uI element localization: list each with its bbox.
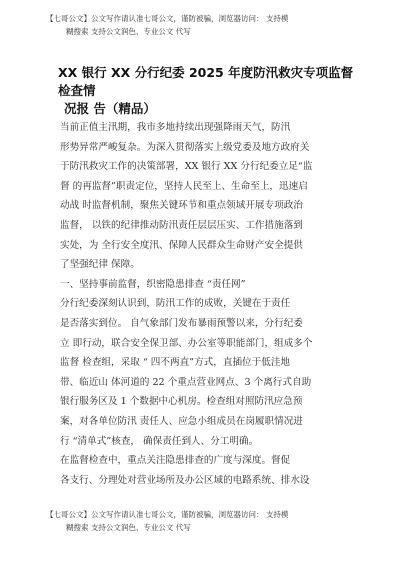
body-line: 带、临近山 体河道的 22 个重点营业网点、3 个离行式自助 xyxy=(60,376,312,388)
body-line: 动战 时监督机制，聚焦关键环节和重点领域开展专项政治 xyxy=(60,200,303,212)
body-line: 在监督检查中，重点关注隐患排查的广度与深度。督促 xyxy=(60,455,291,467)
body-line: 立 即行动，联合安全保卫部、办公室等职能部门，组成多个 xyxy=(60,337,313,349)
body-line: 案，对各单位防汛 责任人、应急小组成员在岗履职情况进 xyxy=(60,415,303,427)
body-line: 督 的再监督”职责定位，坚持人民至上、生命至上，迅速启 xyxy=(60,180,308,192)
body-line: 银行服务区及 1 个数据中心机房。检查组对照防汛应急预 xyxy=(60,396,303,408)
section-heading: 一、坚持事前监督，织密隐患排查 “责任网” xyxy=(60,278,246,290)
body-line: 监督 检查组，采取 “ 四不两直”方式，直插位于低洼地 xyxy=(60,357,291,369)
body-line: 分行纪委深刻认识到，防汛工作的成败，关键在于责任 xyxy=(60,298,291,310)
body-line: 监督， 以铁的纪律推动防汛责任层层压实、工作措施落到 xyxy=(60,219,303,231)
title-line-1: XX 银行 XX 分行纪委 2025 年度防汛救灾专项监督检查情 xyxy=(58,65,354,98)
header-note-line-2: 糊搜索 支持公文润色、专业公文 代写 xyxy=(66,27,191,36)
document-body xyxy=(60,118,360,490)
footer-note-line-2: 糊搜索 支持公文润色、专业公文 代写 xyxy=(66,523,191,532)
body-line: 是否落实到位。 自气象部门发布暴雨预警以来，分行纪委 xyxy=(60,317,303,329)
body-line: 形势异常严峻复杂。为深入贯彻落实上级党委及地方政府关 xyxy=(60,141,310,153)
title-line-2: 况报 告（精品） xyxy=(64,101,156,116)
footer-note xyxy=(46,508,376,534)
body-line: 当前正值主汛期，我市多地持续出现强降雨天气，防汛 xyxy=(60,122,291,133)
body-line: 实处，为 全行安全度汛、保障人民群众生命财产安全提供 xyxy=(60,239,303,251)
body-line: 于防汛救灾工作的决策部署，XX 银行 XX 分行纪委立足“监 xyxy=(60,161,313,173)
header-note-line-1: 【七哥公文】公文写作请认准七哥公文，谨防被骗，浏览器访问： 支持模 xyxy=(46,14,289,23)
header-note xyxy=(46,12,376,38)
body-line: 了坚强纪律 保障。 xyxy=(60,259,140,271)
body-line: 行 “清单式”核查， 确保责任到人、分工明确。 xyxy=(60,435,259,447)
footer-note-line-1: 【七哥公文】公文写作请认准七哥公文，谨防被骗，浏览器访问： 支持模 xyxy=(46,510,289,519)
document-title xyxy=(58,64,358,118)
body-line: 各支行、分理处对营业场所及办公区域的电路系统、排水设 xyxy=(60,474,310,486)
